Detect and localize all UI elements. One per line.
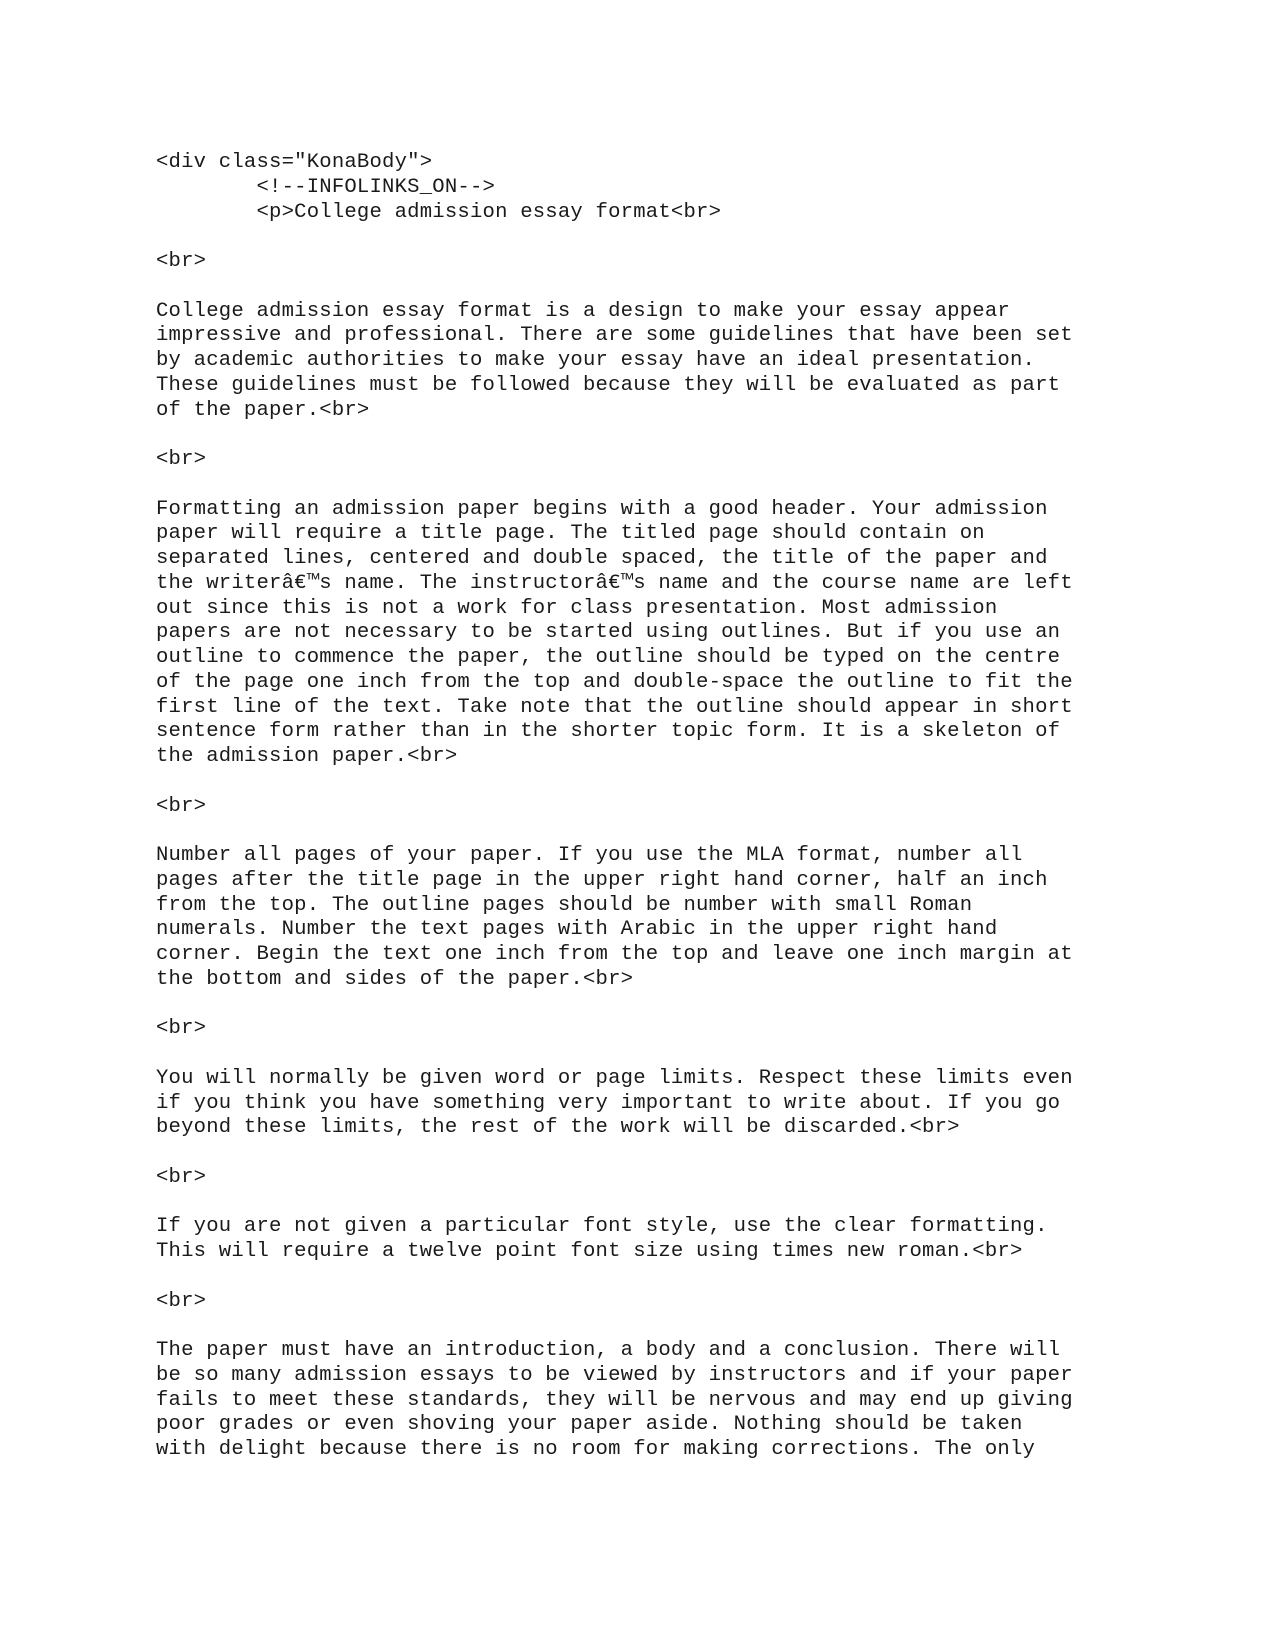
text-line: <br>: [156, 250, 207, 273]
text-line: be so many admission essays to be viewed by instructors and if your paper: [156, 1363, 1073, 1387]
text-line: beyond these limits, the rest of the work will be discarded.<br>: [156, 1116, 960, 1140]
text-line: <br>: [156, 794, 207, 818]
text-line: [156, 1191, 1156, 1216]
text-line: You will normally be given word or page limits. Respect these limits even: [156, 1066, 1073, 1090]
text-line: [156, 770, 1156, 795]
text-line: [156, 473, 1156, 498]
text-line: Formatting an admission paper begins with a good header. Your admission: [156, 497, 1048, 521]
text-line: [156, 275, 1156, 300]
text-line: [156, 1265, 1156, 1290]
text-line: [156, 819, 1156, 844]
text-line: from the top. The outline pages should be number with small Roman: [156, 893, 973, 917]
text-line: <br>: [156, 448, 207, 471]
text-line: separated lines, centered and double spaced, the title of the paper and: [156, 547, 1048, 570]
text-line: sentence form rather than in the shorter topic form. It is a skeleton of: [156, 720, 1061, 744]
document-text: [156, 151, 1156, 1463]
text-line: the writerâ€™s name. The instructorâ€™s name and the course name are left: [156, 571, 1073, 595]
text-line: pages after the title page in the upper right hand corner, half an inch: [156, 868, 1048, 892]
text-line: The paper must have an introduction, a body and a conclusion. There will: [156, 1339, 1061, 1362]
text-line: [156, 993, 1156, 1018]
text-line: impressive and professional. There are some guidelines that have been set: [156, 324, 1073, 348]
text-line: numerals. Number the text pages with Arabic in the upper right hand: [156, 918, 998, 942]
text-line: of the paper.<br>: [156, 398, 370, 422]
text-line: <!--INFOLINKS_ON-->: [156, 175, 496, 199]
text-line: If you are not given a particular font style, use the clear formatting.: [156, 1215, 1048, 1239]
text-line: the admission paper.<br>: [156, 745, 458, 768]
text-line: by academic authorities to make your essay have an ideal presentation.: [156, 349, 1036, 372]
text-line: Number all pages of your paper. If you use the MLA format, number all: [156, 844, 1023, 867]
text-line: [156, 1314, 1156, 1339]
text-line: This will require a twelve point font size using times new roman.<br>: [156, 1240, 1023, 1263]
text-line: <p>College admission essay format<br>: [156, 200, 722, 224]
text-line: These guidelines must be followed because they will be evaluated as part: [156, 373, 1061, 397]
text-line: paper will require a title page. The titled page should contain on: [156, 522, 985, 546]
text-line: <br>: [156, 1289, 207, 1313]
text-line: <br>: [156, 1017, 207, 1041]
text-line: poor grades or even shoving your paper aside. Nothing should be taken: [156, 1413, 1023, 1437]
text-line: out since this is not a work for class presentation. Most admission: [156, 596, 998, 620]
text-line: fails to meet these standards, they will be nervous and may end up giving: [156, 1388, 1073, 1412]
text-line: with delight because there is no room for making corrections. The only: [156, 1438, 1036, 1461]
text-line: the bottom and sides of the paper.<br>: [156, 967, 634, 991]
text-line: [156, 1042, 1156, 1067]
text-line: of the page one inch from the top and double-space the outline to fit the: [156, 670, 1073, 694]
text-line: [156, 1141, 1156, 1166]
text-line: College admission essay format is a design to make your essay appear: [156, 299, 1010, 323]
text-line: corner. Begin the text one inch from the top and leave one inch margin at: [156, 943, 1073, 966]
text-line: <div class="KonaBody">: [156, 151, 433, 174]
text-line: outline to commence the paper, the outline should be typed on the centre: [156, 646, 1061, 669]
text-line: first line of the text. Take note that the outline should appear in short: [156, 695, 1073, 719]
text-line: papers are not necessary to be started using outlines. But if you use an: [156, 621, 1061, 645]
text-line: [156, 225, 1156, 250]
text-line: <br>: [156, 1165, 207, 1189]
text-line: [156, 423, 1156, 448]
text-line: if you think you have something very important to write about. If you go: [156, 1091, 1061, 1115]
